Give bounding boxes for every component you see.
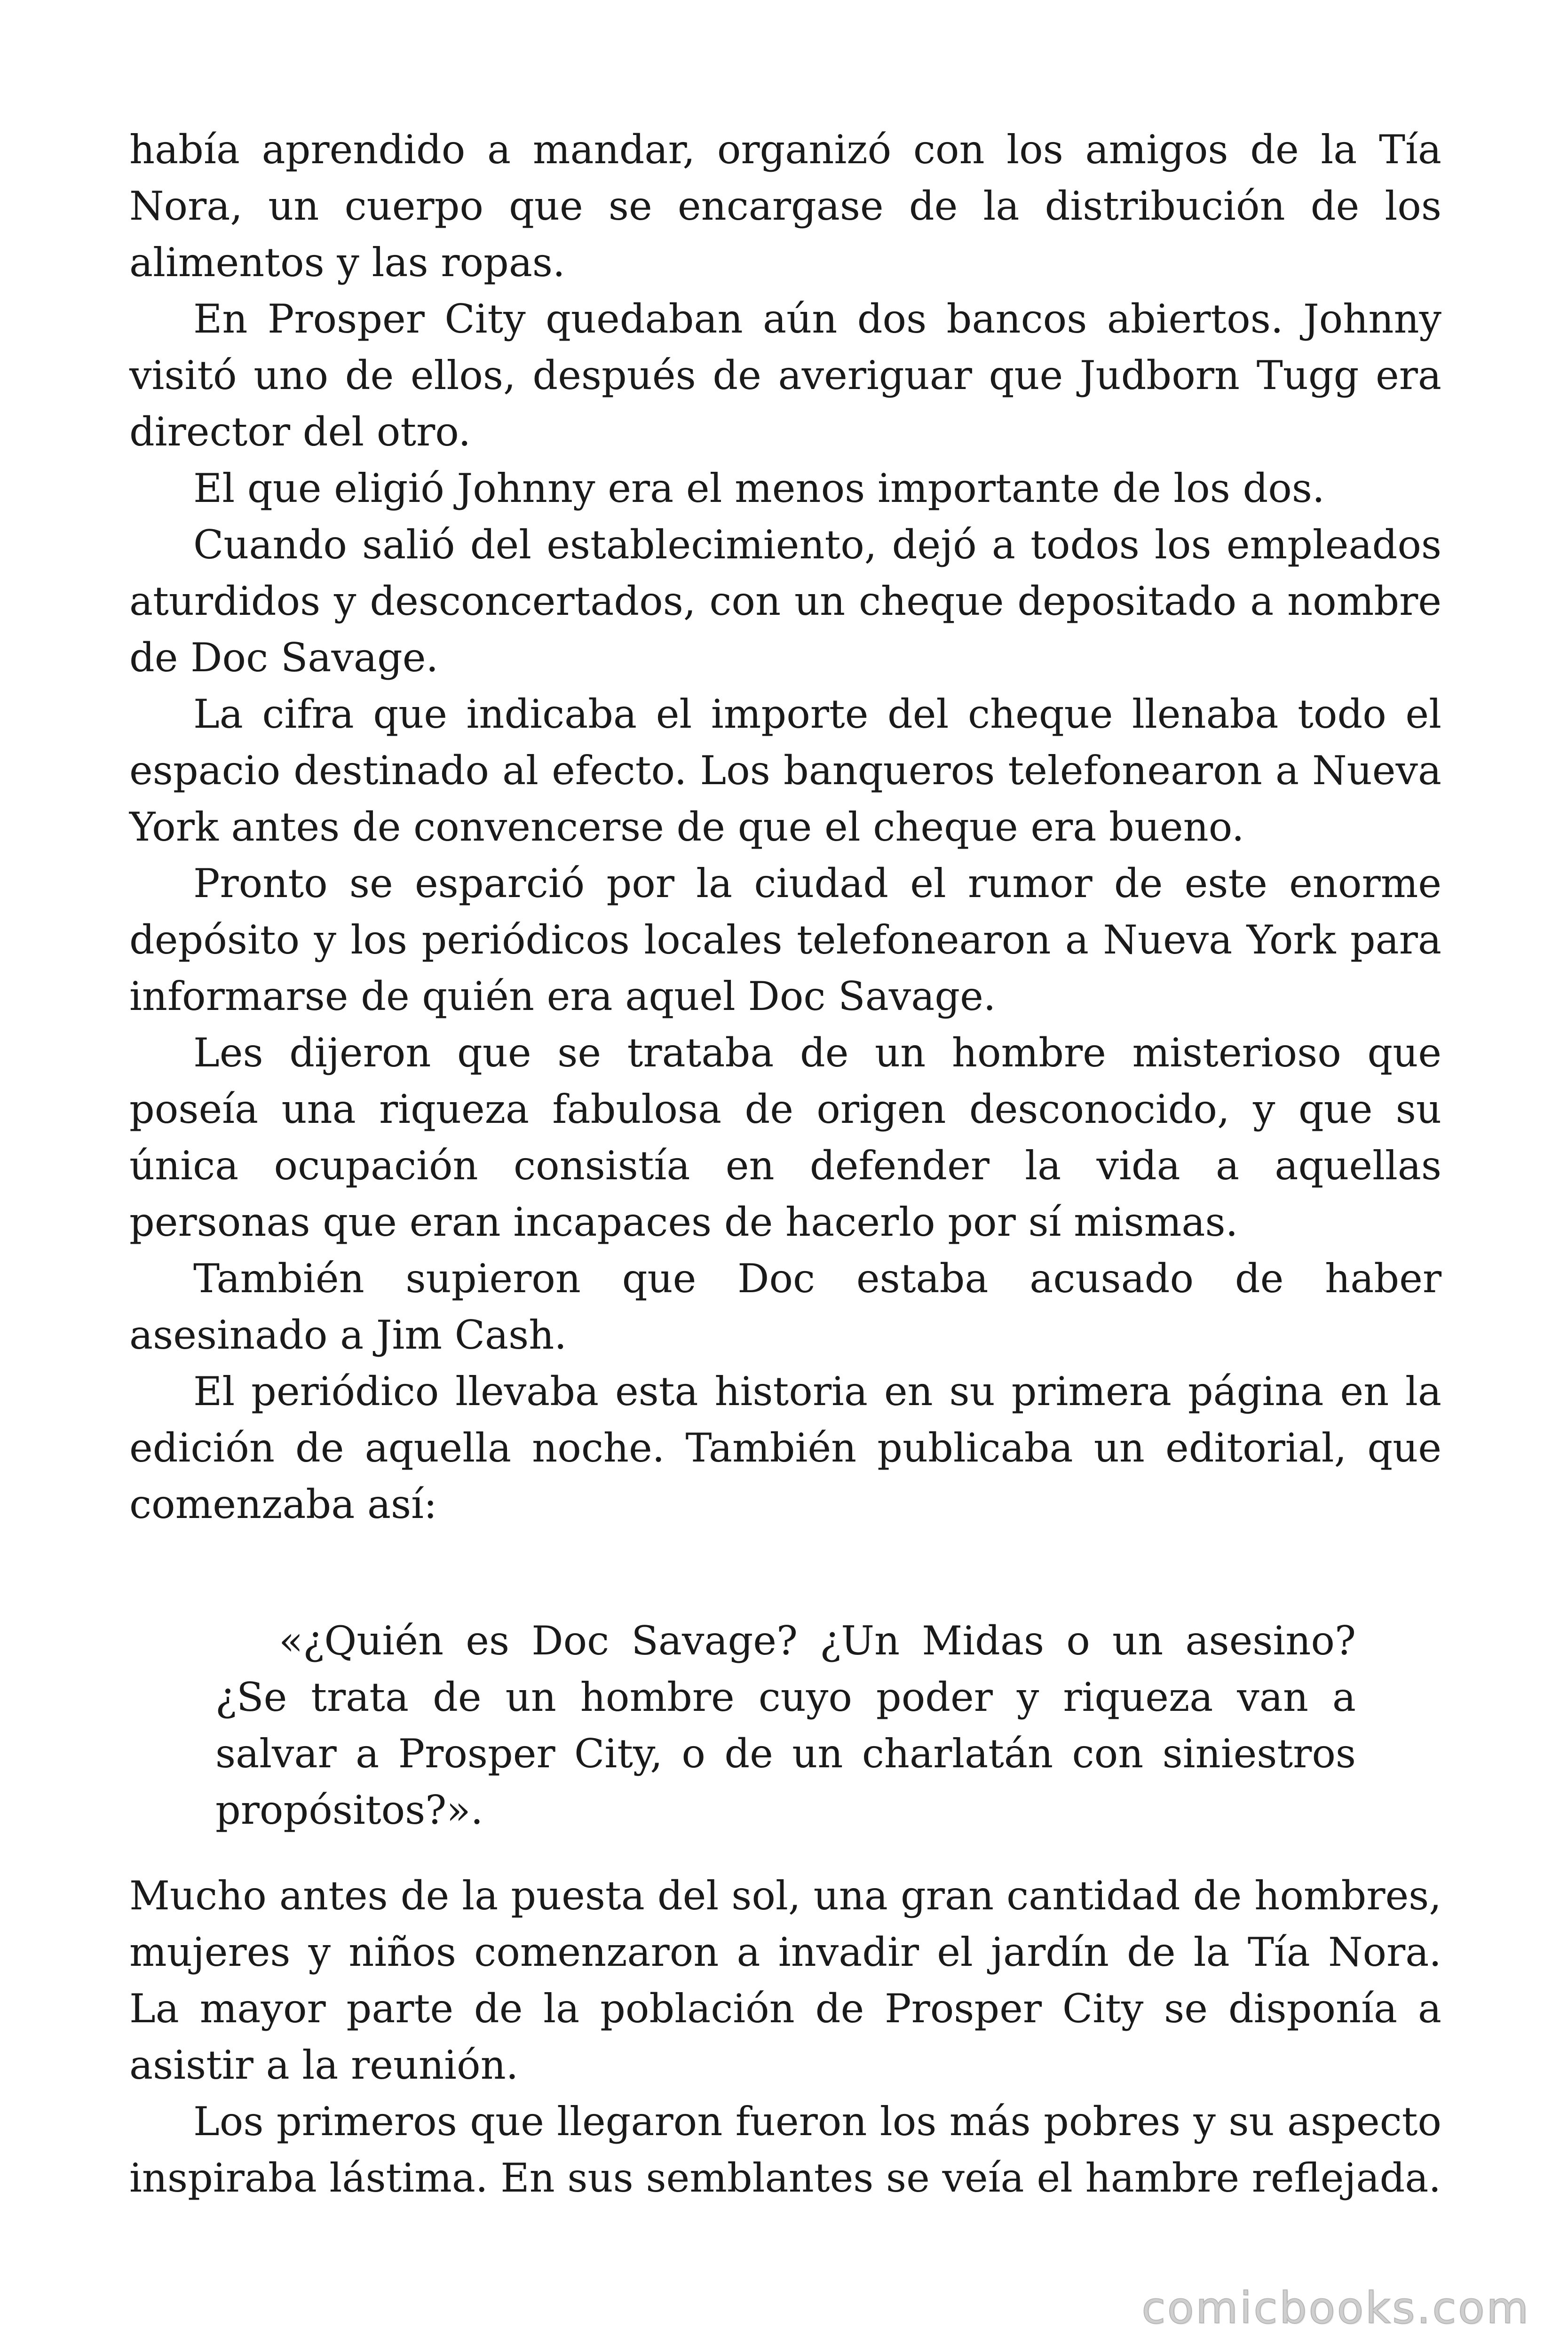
paragraph: Les dijeron que se trataba de un hombre misterioso que poseía una riqueza fabulosa de origen desconocido, y que su única ocupación consistía en defender la vida a aquellas personas que eran incapaces de hacerlo por sí mismas. bbox=[129, 1030, 1441, 1245]
paragraph: Los primeros que llegaron fueron los más pobres y su aspecto inspiraba lástima. En sus semblantes se veía el hambre reflejada. bbox=[129, 2098, 1441, 2201]
body-text-top bbox=[129, 121, 1441, 1533]
paragraph: Cuando salió del establecimiento, dejó a todos los empleados aturdidos y desconcertados, con un cheque depositado a nombre de Doc Savage. bbox=[129, 522, 1441, 681]
paragraph: También supieron que Doc estaba acusado de haber asesinado a Jim Cash. bbox=[129, 1255, 1441, 1358]
paragraph: había aprendido a mandar, organizó con los amigos de la Tía Nora, un cuerpo que se encargase de la distribución de los alimentos y las ropas. bbox=[129, 127, 1441, 286]
body-text-bottom bbox=[129, 1867, 1441, 2206]
editorial-quote: «¿Quién es Doc Savage? ¿Un Midas o un asesino? ¿Se trata de un hombre cuyo poder y riqueza van a salvar a Prosper City, o de un charlatán con siniestros propósitos?». bbox=[215, 1618, 1356, 1833]
watermark: comicbooks.com bbox=[1141, 2283, 1530, 2333]
paragraph: El que eligió Johnny era el menos importante de los dos. bbox=[193, 465, 1325, 511]
paragraph: Pronto se esparció por la ciudad el rumor de este enorme depósito y los periódicos locales telefonearon a Nueva York para informarse de quién era aquel Doc Savage. bbox=[129, 860, 1441, 1019]
paragraph: Mucho antes de la puesta del sol, una gran cantidad de hombres, mujeres y niños comenzaron a invadir el jardín de la Tía Nora. La mayor parte de la población de Prosper City se disponía a asistir a la reunión. bbox=[129, 1873, 1441, 2088]
paragraph: El periódico llevaba esta historia en su primera página en la edición de aquella noche. También publicaba un editorial, que comenzaba así: bbox=[129, 1368, 1441, 1527]
paragraph: En Prosper City quedaban aún dos bancos abiertos. Johnny visitó uno de ellos, después de averiguar que Judborn Tugg era director del otro. bbox=[129, 296, 1441, 455]
paragraph: La cifra que indicaba el importe del cheque llenaba todo el espacio destinado al efecto. Los banqueros telefonearon a Nueva York antes de convencerse de que el cheque era bueno. bbox=[129, 691, 1441, 850]
